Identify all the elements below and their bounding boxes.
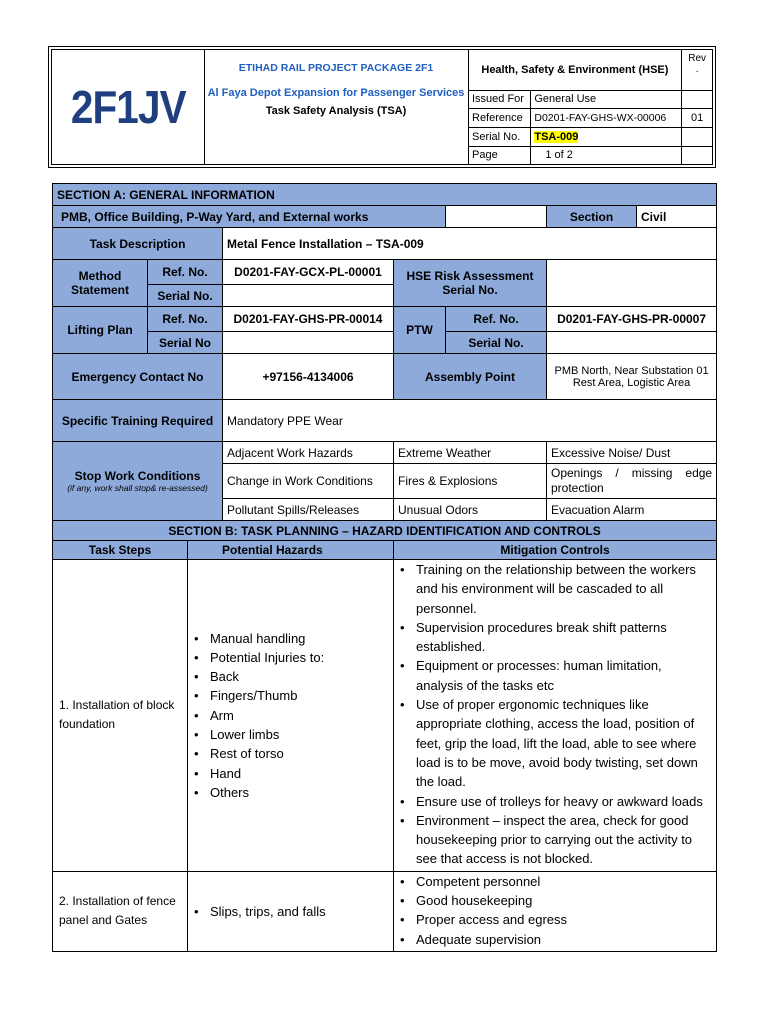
hazard-item: • Others	[210, 783, 389, 802]
page-rev	[682, 146, 712, 164]
lifting-plan-label: Lifting Plan	[53, 307, 148, 354]
ptw-ref-value: D0201-FAY-GHS-PR-00007	[547, 307, 717, 332]
lifting-serial-value	[223, 332, 394, 354]
stop-condition: Change in Work Conditions	[223, 464, 394, 499]
reference-value: D0201-FAY-GHS-WX-00006	[531, 109, 682, 128]
method-ref-label: Ref. No.	[148, 260, 223, 285]
hazard-list	[192, 629, 389, 803]
task-step: 2. Installation of fence panel and Gates	[53, 871, 188, 951]
stop-condition: Excessive Noise/ Dust	[547, 442, 717, 464]
control-list	[398, 560, 712, 869]
hazard-item: • Fingers/Thumb	[210, 686, 389, 705]
document-control-block	[468, 50, 712, 164]
ptw-label: PTW	[394, 307, 446, 354]
hazard-item: • Back	[210, 667, 389, 686]
hse-risk-value	[547, 260, 717, 307]
work-location: PMB, Office Building, P-Way Yard, and External works	[53, 206, 446, 228]
reference-label: Reference	[469, 109, 531, 128]
method-serial-value	[223, 285, 394, 307]
stop-condition: Evacuation Alarm	[547, 499, 717, 521]
hse-title: Health, Safety & Environment (HSE)	[469, 50, 682, 90]
ptw-ref-label: Ref. No.	[446, 307, 547, 332]
section-label: Section	[547, 206, 637, 228]
task-step: 1. Installation of block foundation	[53, 560, 188, 872]
issued-for-label: Issued For	[469, 90, 531, 109]
lifting-ref-label: Ref. No.	[148, 307, 223, 332]
project-title-block	[204, 50, 469, 164]
page-label: Page	[469, 146, 531, 164]
assembly-value: PMB North, Near Substation 01 Rest Area, Logistic Area	[547, 354, 717, 400]
stop-work-label-cell	[53, 442, 223, 521]
document-type: Task Safety Analysis (TSA)	[265, 105, 407, 117]
col-mitigation-controls: Mitigation Controls	[394, 541, 717, 560]
issued-for-value: General Use	[531, 90, 682, 109]
control-item: • Proper access and egress	[416, 910, 712, 929]
controls-cell	[394, 871, 717, 951]
hazards-cell	[188, 560, 394, 872]
col-task-steps: Task Steps	[53, 541, 188, 560]
task-description-label: Task Description	[53, 228, 223, 260]
training-label: Specific Training Required	[53, 400, 223, 442]
table-row	[53, 871, 717, 951]
control-item: • Adequate supervision	[416, 930, 712, 949]
stop-condition: Pollutant Spills/Releases	[223, 499, 394, 521]
control-item: • Use of proper ergonomic techniques like appropriate clothing, access the load, position of feet, grip the load, lift the load, able to see where load is to be move, avoid body twisting, set down the load.	[416, 695, 712, 791]
serial-rev	[682, 127, 712, 146]
ptw-serial-value	[547, 332, 717, 354]
stop-work-label: Stop Work Conditions	[74, 469, 201, 483]
section-value: Civil	[637, 206, 717, 228]
method-statement-label: Method Statement	[53, 260, 148, 307]
project-name: ETIHAD RAIL PROJECT PACKAGE 2F1	[238, 62, 434, 74]
section-b-title: SECTION B: TASK PLANNING – HAZARD IDENTIFICATION AND CONTROLS	[53, 521, 717, 541]
hazard-item: • Arm	[210, 706, 389, 725]
assembly-label: Assembly Point	[394, 354, 547, 400]
hazard-item: • Rest of torso	[210, 744, 389, 763]
work-location-blank	[446, 206, 547, 228]
stop-condition: Adjacent Work Hazards	[223, 442, 394, 464]
section-a-title: SECTION A: GENERAL INFORMATION	[53, 184, 717, 206]
control-item: • Ensure use of trolleys for heavy or awkward loads	[416, 792, 712, 811]
emergency-value: +97156-4134006	[223, 354, 394, 400]
col-potential-hazards: Potential Hazards	[188, 541, 394, 560]
control-item: • Supervision procedures break shift patterns established.	[416, 618, 712, 657]
rev-label: Rev .	[682, 50, 712, 90]
stop-condition: Extreme Weather	[394, 442, 547, 464]
control-item: • Training on the relationship between the workers and his environment will be cascaded to all personnel.	[416, 560, 712, 618]
stop-condition: Unusual Odors	[394, 499, 547, 521]
stop-condition: Openings / missing edge protection	[547, 464, 717, 499]
controls-cell	[394, 560, 717, 872]
company-logo	[52, 50, 205, 164]
page-value: 1 of 2	[531, 146, 682, 164]
hazard-item: • Slips, trips, and falls	[210, 902, 389, 921]
project-subtitle: Al Faya Depot Expansion for Passenger Services	[207, 87, 465, 99]
emergency-label: Emergency Contact No	[53, 354, 223, 400]
method-ref-value: D0201-FAY-GCX-PL-00001	[223, 260, 394, 285]
lifting-ref-value: D0201-FAY-GHS-PR-00014	[223, 307, 394, 332]
issued-for-rev	[682, 90, 712, 109]
control-list	[398, 872, 712, 949]
hazard-item: • Lower limbs	[210, 725, 389, 744]
hazards-cell	[188, 871, 394, 951]
serial-value-cell	[531, 127, 682, 146]
stop-condition: Fires & Explosions	[394, 464, 547, 499]
control-item: • Equipment or processes: human limitation, analysis of the tasks etc	[416, 656, 712, 695]
hazard-item: • Potential Injuries to:	[210, 648, 389, 667]
lifting-serial-label: Serial No	[148, 332, 223, 354]
serial-label: Serial No.	[469, 127, 531, 146]
hazard-list	[192, 902, 389, 921]
ptw-serial-label: Serial No.	[446, 332, 547, 354]
control-item: • Competent personnel	[416, 872, 712, 891]
tsa-form	[52, 183, 717, 952]
table-row	[53, 560, 717, 872]
reference-rev: 01	[682, 109, 712, 128]
hazard-item: • Hand	[210, 764, 389, 783]
control-item: • Good housekeeping	[416, 891, 712, 910]
task-description-value: Metal Fence Installation – TSA-009	[223, 228, 717, 260]
hse-risk-label: HSE Risk Assessment Serial No.	[394, 260, 547, 307]
control-item: • Environment – inspect the area, check for good housekeeping prior to carrying out the activity to see that access is not blocked.	[416, 811, 712, 869]
document-header	[48, 46, 716, 168]
serial-value: TSA-009	[534, 130, 579, 143]
hazard-item: • Manual handling	[210, 629, 389, 648]
training-value: Mandatory PPE Wear	[223, 400, 717, 442]
logo-text: 2F1JV	[70, 81, 186, 133]
stop-work-note: (if any, work shall stop& re-assessed)	[67, 483, 208, 493]
method-serial-label: Serial No.	[148, 285, 223, 307]
